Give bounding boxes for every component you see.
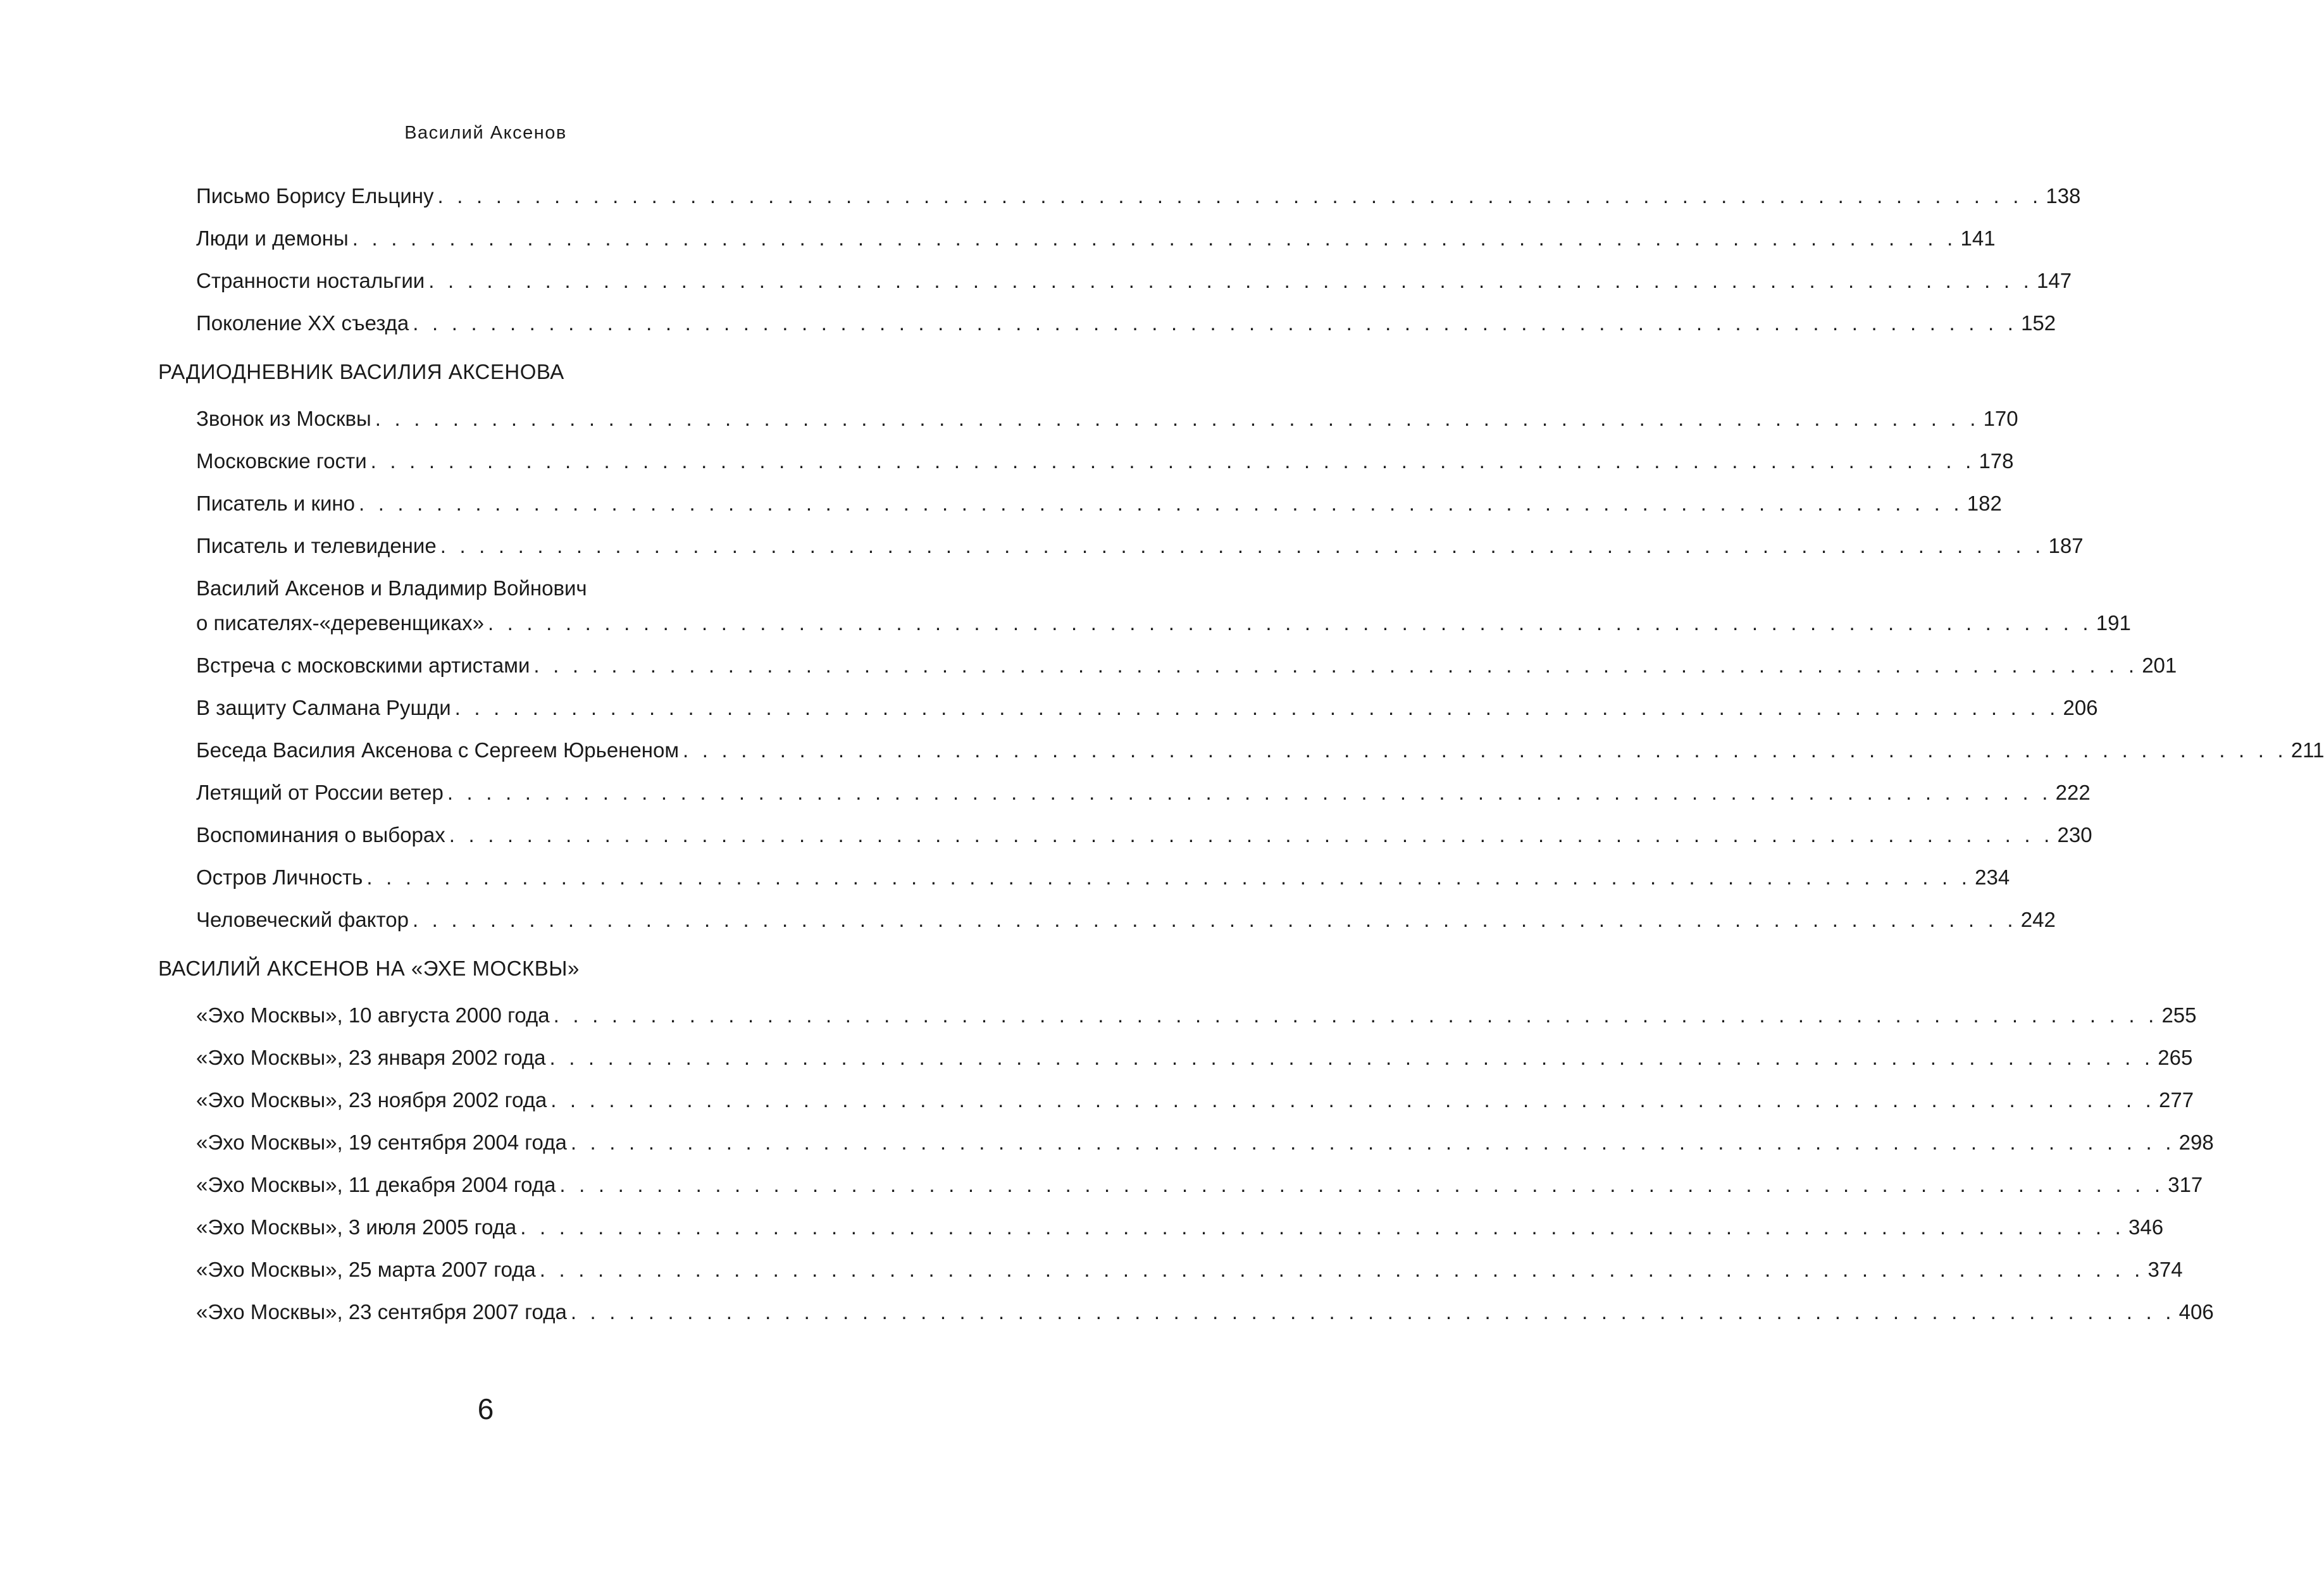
toc-entry[interactable] <box>158 524 2084 567</box>
leader-dots: . . . . . . . . . . . . . . . . . . . . . . . . . . . . . . . . . . . . . . . . . . . . . . . . . . . . . . . . . . . . . . . . . . . . . . . . . . . . . . . . . . . <box>375 407 1980 430</box>
leader-dots: . . . . . . . . . . . . . . . . . . . . . . . . . . . . . . . . . . . . . . . . . . . . . . . . . . . . . . . . . . . . . . . . . . . . . . . . . . . . . . . . . . . <box>413 311 2018 335</box>
toc-entry-page: 178 <box>1979 449 2014 473</box>
toc-entry-page: 222 <box>2055 781 2091 804</box>
leader-dots: . . . . . . . . . . . . . . . . . . . . . . . . . . . . . . . . . . . . . . . . . . . . . . . . . . . . . . . . . . . . . . . . . . . . . . . . . . . . . . . . . . . <box>539 1258 2144 1281</box>
section-heading-radio-diary[interactable]: РАДИОДНЕВНИК ВАСИЛИЯ АКСЕНОВА <box>158 360 564 383</box>
toc-entry-title: Писатель и телевидение <box>196 534 437 557</box>
toc-entry-title: Писатель и кино <box>196 492 355 515</box>
toc-entry-page: 206 <box>2063 696 2098 719</box>
toc-entry[interactable] <box>158 175 2081 217</box>
toc-entry-page: 242 <box>2020 908 2056 931</box>
toc-entry-title: Письмо Борису Ельцину <box>196 184 434 208</box>
toc-entry[interactable] <box>158 397 2018 440</box>
toc-entry[interactable] <box>158 482 2002 524</box>
leader-dots: . . . . . . . . . . . . . . . . . . . . . . . . . . . . . . . . . . . . . . . . . . . . . . . . . . . . . . . . . . . . . . . . . . . . . . . . . . . . . . . . . . . <box>520 1215 2125 1239</box>
toc-entry-page: 346 <box>2128 1215 2164 1239</box>
toc-entry[interactable] <box>158 686 2098 729</box>
toc-entry-title: «Эхо Москвы», 23 сентября 2007 года <box>196 1300 567 1324</box>
leader-dots: . . . . . . . . . . . . . . . . . . . . . . . . . . . . . . . . . . . . . . . . . . . . . . . . . . . . . . . . . . . . . . . . . . . . . . . . . . . . . . . . . . . <box>454 696 2060 719</box>
toc-entry-title: «Эхо Москвы», 23 января 2002 года <box>196 1046 546 1069</box>
toc-entry[interactable] <box>158 567 2131 644</box>
leader-dots: . . . . . . . . . . . . . . . . . . . . . . . . . . . . . . . . . . . . . . . . . . . . . . . . . . . . . . . . . . . . . . . . . . . . . . . . . . . . . . . . . . . <box>553 1003 2158 1027</box>
leader-dots: . . . . . . . . . . . . . . . . . . . . . . . . . . . . . . . . . . . . . . . . . . . . . . . . . . . . . . . . . . . . . . . . . . . . . . . . . . . . . . . . . . . <box>559 1173 2165 1196</box>
toc-entry-page: 374 <box>2147 1258 2183 1281</box>
leader-dots: . . . . . . . . . . . . . . . . . . . . . . . . . . . . . . . . . . . . . . . . . . . . . . . . . . . . . . . . . . . . . . . . . . . . . . . . . . . . . . . . . . . <box>358 492 1963 515</box>
toc-entry[interactable] <box>158 1291 2214 1333</box>
toc-entry-title: «Эхо Москвы», 25 марта 2007 года <box>196 1258 536 1281</box>
leader-dots: . . . . . . . . . . . . . . . . . . . . . . . . . . . . . . . . . . . . . . . . . . . . . . . . . . . . . . . . . . . . . . . . . . . . . . . . . . . . . . . . . . . <box>437 184 2042 208</box>
leader-dots: . . . . . . . . . . . . . . . . . . . . . . . . . . . . . . . . . . . . . . . . . . . . . . . . . . . . . . . . . . . . . . . . . . . . . . . . . . . . . . . . . . . <box>366 865 1972 889</box>
toc-entry-title: Остров Личность <box>196 865 363 889</box>
toc-entry-page: 230 <box>2057 823 2092 847</box>
toc-entry[interactable] <box>158 771 2091 814</box>
leader-dots: . . . . . . . . . . . . . . . . . . . . . . . . . . . . . . . . . . . . . . . . . . . . . . . . . . . . . . . . . . . . . . . . . . . . . . . . . . . . . . . . . . . <box>570 1131 2175 1154</box>
toc-entry-title: Московские гости <box>196 449 367 473</box>
toc-entry-title: о писателях-«деревенщиках» <box>196 611 484 635</box>
leader-dots: . . . . . . . . . . . . . . . . . . . . . . . . . . . . . . . . . . . . . . . . . . . . . . . . . . . . . . . . . . . . . . . . . . . . . . . . . . . . . . . . . . . <box>449 823 2054 847</box>
toc-entry-title: «Эхо Москвы», 11 декабря 2004 года <box>196 1173 556 1196</box>
toc-entry[interactable] <box>158 1036 2193 1079</box>
leader-dots: . . . . . . . . . . . . . . . . . . . . . . . . . . . . . . . . . . . . . . . . . . . . . . . . . . . . . . . . . . . . . . . . . . . . . . . . . . . . . . . . . . . <box>447 781 2052 804</box>
toc-entry-page: 191 <box>2096 611 2131 635</box>
toc-entry-page: 255 <box>2161 1003 2197 1027</box>
toc-entry-page: 147 <box>2037 269 2072 292</box>
toc-entry[interactable] <box>158 814 2092 856</box>
toc-entry-title-line1: Василий Аксенов и Владимир Войнович <box>196 576 587 600</box>
toc-entry-title: В защиту Салмана Рушди <box>196 696 451 719</box>
toc-entry-title: Человеческий фактор <box>196 908 409 931</box>
toc-entry[interactable] <box>158 994 2197 1036</box>
leader-dots: . . . . . . . . . . . . . . . . . . . . . . . . . . . . . . . . . . . . . . . . . . . . . . . . . . . . . . . . . . . . . . . . . . . . . . . . . . . . . . . . . . . <box>570 1300 2175 1324</box>
leader-dots: . . . . . . . . . . . . . . . . . . . . . . . . . . . . . . . . . . . . . . . . . . . . . . . . . . . . . . . . . . . . . . . . . . . . . . . . . . . . . . . . . . . <box>412 908 2017 931</box>
toc-entry-title: «Эхо Москвы», 3 июля 2005 года <box>196 1215 517 1239</box>
toc-entry-title: Звонок из Москвы <box>196 407 371 430</box>
toc-entry-line2 <box>196 602 2131 644</box>
toc-entry-page: 152 <box>2021 311 2056 335</box>
page-number: 6 <box>477 1392 494 1425</box>
toc-entry[interactable] <box>158 1121 2214 1163</box>
toc-entry-title: Люди и демоны <box>196 226 349 250</box>
toc-entry[interactable] <box>158 729 2324 771</box>
toc-entry-page: 141 <box>1960 226 1996 250</box>
toc-entry-page: 211 <box>2290 738 2324 762</box>
toc-entry-page: 138 <box>2046 184 2081 208</box>
table-of-contents <box>158 175 2324 1333</box>
toc-entry-title: Беседа Василия Аксенова с Сергеем Юрьененом <box>196 738 680 762</box>
toc-entry-page: 187 <box>2048 534 2084 557</box>
leader-dots: . . . . . . . . . . . . . . . . . . . . . . . . . . . . . . . . . . . . . . . . . . . . . . . . . . . . . . . . . . . . . . . . . . . . . . . . . . . . . . . . . . . <box>440 534 2045 557</box>
toc-entry[interactable] <box>158 898 2056 941</box>
toc-entry[interactable] <box>158 1206 2164 1248</box>
toc-entry[interactable] <box>158 1163 2203 1206</box>
toc-entry-page: 317 <box>2168 1173 2203 1196</box>
running-head-author: Василий Аксенов <box>404 123 567 143</box>
toc-entry[interactable] <box>158 1079 2194 1121</box>
toc-entry[interactable] <box>158 644 2177 686</box>
toc-entry[interactable] <box>158 1248 2183 1291</box>
toc-entry-page: 277 <box>2158 1088 2194 1112</box>
toc-entry-page: 298 <box>2178 1131 2214 1154</box>
toc-entry-page: 170 <box>1983 407 2018 430</box>
toc-entry-title: «Эхо Москвы», 19 сентября 2004 года <box>196 1131 567 1154</box>
leader-dots: . . . . . . . . . . . . . . . . . . . . . . . . . . . . . . . . . . . . . . . . . . . . . . . . . . . . . . . . . . . . . . . . . . . . . . . . . . . . . . . . . . . <box>550 1088 2155 1112</box>
toc-entry-title: Поколение XX съезда <box>196 311 409 335</box>
leader-dots: . . . . . . . . . . . . . . . . . . . . . . . . . . . . . . . . . . . . . . . . . . . . . . . . . . . . . . . . . . . . . . . . . . . . . . . . . . . . . . . . . . . <box>683 738 2287 762</box>
leader-dots: . . . . . . . . . . . . . . . . . . . . . . . . . . . . . . . . . . . . . . . . . . . . . . . . . . . . . . . . . . . . . . . . . . . . . . . . . . . . . . . . . . . <box>352 226 1957 250</box>
leader-dots: . . . . . . . . . . . . . . . . . . . . . . . . . . . . . . . . . . . . . . . . . . . . . . . . . . . . . . . . . . . . . . . . . . . . . . . . . . . . . . . . . . . <box>370 449 1975 473</box>
toc-entry-title: «Эхо Москвы», 10 августа 2000 года <box>196 1003 550 1027</box>
leader-dots: . . . . . . . . . . . . . . . . . . . . . . . . . . . . . . . . . . . . . . . . . . . . . . . . . . . . . . . . . . . . . . . . . . . . . . . . . . . . . . . . . . . <box>428 269 2033 292</box>
leader-dots: . . . . . . . . . . . . . . . . . . . . . . . . . . . . . . . . . . . . . . . . . . . . . . . . . . . . . . . . . . . . . . . . . . . . . . . . . . . . . . . . . . . <box>549 1046 2154 1069</box>
toc-entry[interactable] <box>158 302 2056 344</box>
leader-dots: . . . . . . . . . . . . . . . . . . . . . . . . . . . . . . . . . . . . . . . . . . . . . . . . . . . . . . . . . . . . . . . . . . . . . . . . . . . . . . . . . . . <box>487 611 2092 635</box>
toc-entry-title: Воспоминания о выборах <box>196 823 445 847</box>
toc-entry[interactable] <box>158 217 1996 259</box>
toc-entry-title: Летящий от России ветер <box>196 781 444 804</box>
toc-entry-page: 234 <box>1975 865 2010 889</box>
toc-entry-page: 406 <box>2178 1300 2214 1324</box>
toc-entry-page: 201 <box>2142 654 2177 677</box>
toc-entry-page: 182 <box>1967 492 2002 515</box>
toc-entry-title: Встреча с московскими артистами <box>196 654 530 677</box>
toc-entry-page: 265 <box>2158 1046 2193 1069</box>
toc-entry[interactable] <box>158 440 2014 482</box>
section-heading-echo-moscow[interactable]: ВАСИЛИЙ АКСЕНОВ НА «ЭХЕ МОСКВЫ» <box>158 957 580 980</box>
toc-entry[interactable] <box>158 259 2072 302</box>
toc-entry-title: «Эхо Москвы», 23 ноября 2002 года <box>196 1088 547 1112</box>
toc-entry-title: Странности ностальгии <box>196 269 425 292</box>
leader-dots: . . . . . . . . . . . . . . . . . . . . . . . . . . . . . . . . . . . . . . . . . . . . . . . . . . . . . . . . . . . . . . . . . . . . . . . . . . . . . . . . . . . <box>533 654 2139 677</box>
toc-entry[interactable] <box>158 856 2010 898</box>
